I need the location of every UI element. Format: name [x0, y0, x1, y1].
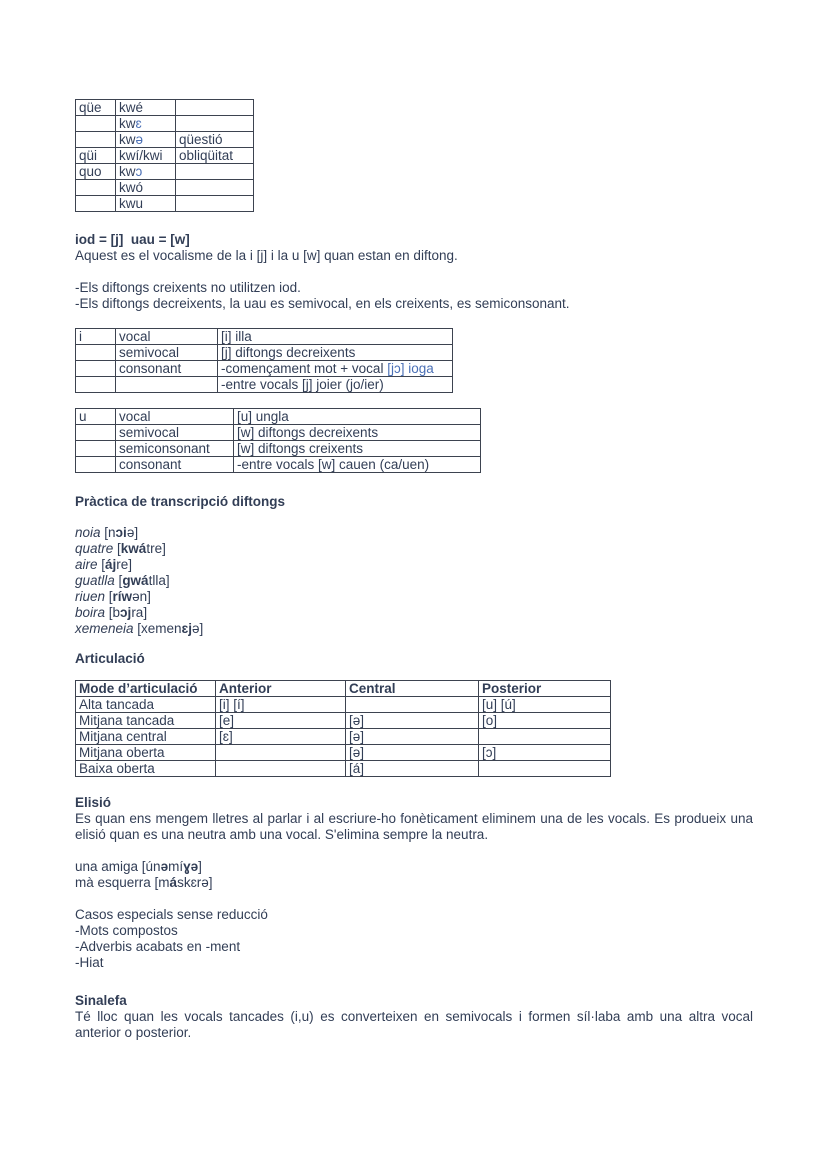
table-cell [116, 329, 218, 345]
text-segment: ɛ [135, 116, 142, 131]
table-row [76, 100, 254, 116]
text-segment: tre] [146, 541, 166, 556]
text-segment: á [169, 875, 178, 890]
text-line: -Els diftongs decreixents, la uau es semivocal, en els creixents, es semiconsonant. [75, 296, 570, 311]
text-segment: guatlla [75, 573, 115, 588]
table-cell [76, 409, 116, 425]
text-segment: kwí/kwi [119, 148, 163, 163]
casos-title: Casos especials sense reducció [75, 907, 268, 922]
table-cell [234, 441, 481, 457]
text-segment: ə [160, 859, 169, 874]
table-cell: [o] [479, 713, 611, 729]
text-segment: kwé [119, 100, 144, 115]
table-cell [76, 100, 116, 116]
table-cell: [ɔ] [479, 745, 611, 761]
text-segment: semiconsonant [119, 441, 210, 456]
table-cell [76, 457, 116, 473]
text-segment: [b [105, 605, 121, 620]
table-cell [176, 148, 254, 164]
text-segment: u [79, 409, 87, 424]
table-cell [116, 180, 176, 196]
table-cell [218, 361, 453, 377]
text-line [75, 541, 753, 557]
text-segment: [xemen [133, 621, 182, 636]
practica-heading: Pràctica de transcripció diftongs [75, 494, 286, 509]
text-segment: [i] illa [221, 329, 252, 344]
text-segment: ə] [126, 525, 139, 540]
table-cell [116, 457, 234, 473]
table-cell [234, 425, 481, 441]
table-row [76, 457, 481, 473]
column-header: Posterior [479, 681, 611, 697]
table-row [76, 441, 481, 457]
table-cell [76, 345, 116, 361]
text-line [75, 557, 753, 573]
table-cell [216, 745, 346, 761]
u-vocalism-table [75, 408, 481, 473]
text-segment: kw [119, 116, 136, 131]
table-row [76, 329, 453, 345]
table-cell: [ɛ] [216, 729, 346, 745]
text-segment: [j] diftongs decreixents [221, 345, 356, 360]
text-segment: ríw [112, 589, 133, 604]
text-segment: consonant [119, 361, 182, 376]
casos-block [75, 907, 753, 971]
text-segment: gwá [122, 573, 149, 588]
text-line [75, 875, 753, 891]
table-cell: [i] [í] [216, 697, 346, 713]
text-segment: ɛj [181, 621, 193, 636]
text-line: -Els diftongs creixents no utilitzen iod. [75, 280, 301, 295]
text-segment: ra] [131, 605, 148, 620]
table-cell [116, 132, 176, 148]
text-segment: kw [119, 132, 136, 147]
table-cell [176, 196, 254, 212]
text-line: -Hiat [75, 955, 104, 970]
table-row [76, 132, 254, 148]
text-segment: kwu [119, 196, 144, 211]
table-row [76, 697, 611, 713]
table-cell [76, 441, 116, 457]
elisio-heading: Elisió [75, 795, 112, 810]
table-row [76, 148, 254, 164]
elisio-paragraph: Es quan ens mengem lletres al parlar i al escriure-ho fonèticament eliminem una de les vocals. Es produeix una elisió quan es una neutra amb una vocal. S'elimina sempre la neutra. [75, 811, 753, 842]
table-cell [76, 116, 116, 132]
table-cell [479, 761, 611, 777]
table-cell: [á] [346, 761, 479, 777]
text-segment: [ [113, 541, 121, 556]
table-cell: Mitjana tancada [76, 713, 216, 729]
table-cell [346, 697, 479, 713]
table-cell [176, 180, 254, 196]
table-cell [76, 132, 116, 148]
text-segment: vocal [119, 329, 151, 344]
articulacio-table [75, 680, 611, 777]
table-cell: Mitjana central [76, 729, 216, 745]
table-cell: Baixa oberta [76, 761, 216, 777]
text-segment: skɛrə] [177, 875, 213, 890]
text-segment: -entre vocals [j] joier (jo/ier) [221, 377, 384, 392]
text-segment: ɔj [120, 605, 132, 620]
text-segment: consonant [119, 457, 182, 472]
table-cell [116, 148, 176, 164]
table-row [76, 761, 611, 777]
text-line: -Mots compostos [75, 923, 178, 938]
text-segment: kw [119, 164, 136, 179]
table-header-row [76, 681, 611, 697]
table-cell [76, 180, 116, 196]
text-segment: aire [75, 557, 98, 572]
text-segment: qüi [79, 148, 98, 163]
que-qui-quo-table-body [76, 100, 254, 212]
text-segment: áj [105, 557, 117, 572]
table-cell [76, 196, 116, 212]
table-cell [116, 409, 234, 425]
table-cell [218, 377, 453, 393]
table-row [76, 196, 254, 212]
sinalefa-paragraph: Té lloc quan les vocals tancades (i,u) es converteixen en semivocals i formen síl·laba amb una altra vocal anterior o posterior. [75, 1009, 753, 1040]
table-row [76, 713, 611, 729]
table-row [76, 745, 611, 761]
table-cell [116, 377, 218, 393]
table-cell [218, 329, 453, 345]
text-line [75, 573, 753, 589]
text-segment: -començament mot + vocal [221, 361, 388, 376]
table-cell [176, 132, 254, 148]
table-cell [76, 361, 116, 377]
table-cell [116, 100, 176, 116]
column-header: Central [346, 681, 479, 697]
articulacio-table-body [76, 697, 611, 777]
table-cell [76, 377, 116, 393]
text-segment: ɣə [183, 859, 199, 874]
column-header: Mode d’articulació [76, 681, 216, 697]
text-segment: mí [168, 859, 184, 874]
text-segment: semivocal [119, 345, 180, 360]
table-cell [116, 196, 176, 212]
elisio-examples [75, 859, 753, 891]
table-cell [76, 425, 116, 441]
table-cell [234, 409, 481, 425]
text-segment: -entre vocals [w] cauen (ca/uen) [237, 457, 430, 472]
table-cell [234, 457, 481, 473]
text-segment: ] [198, 859, 202, 874]
text-line [75, 525, 753, 541]
table-cell [76, 164, 116, 180]
table-cell: [ə] [346, 729, 479, 745]
text-segment: i [79, 329, 82, 344]
table-cell [116, 116, 176, 132]
table-cell [116, 361, 218, 377]
text-segment: una amiga [ún [75, 859, 161, 874]
text-segment: riuen [75, 589, 106, 604]
table-cell: [u] [ú] [479, 697, 611, 713]
text-segment: tlla] [148, 573, 170, 588]
text-segment: semivocal [119, 425, 180, 440]
text-segment: kwó [119, 180, 144, 195]
iod-uau-heading: iod = [j] uau = [w] [75, 232, 190, 247]
text-segment: ɔi [115, 525, 127, 540]
text-segment: [ [105, 589, 113, 604]
text-segment: obliqüitat [179, 148, 234, 163]
casos-items [75, 923, 753, 971]
table-row [76, 361, 453, 377]
iod-description: Aquest es el vocalisme de la i [j] i la u [w] quan estan en diftong. [75, 248, 458, 263]
document-content [75, 99, 753, 1041]
text-segment: quo [79, 164, 102, 179]
text-segment: qüe [79, 100, 102, 115]
table-row [76, 180, 254, 196]
text-segment: vocal [119, 409, 151, 424]
table-row [76, 729, 611, 745]
sinalefa-heading: Sinalefa [75, 993, 127, 1008]
articulacio-heading: Articulació [75, 651, 145, 666]
i-vocalism-table-body [76, 329, 453, 393]
text-line [75, 621, 753, 637]
text-segment: ən] [132, 589, 151, 604]
table-cell: [e] [216, 713, 346, 729]
table-row [76, 409, 481, 425]
table-row [76, 345, 453, 361]
table-cell [216, 761, 346, 777]
table-cell: [ə] [346, 713, 479, 729]
articulacio-table-head [76, 681, 611, 697]
table-cell [116, 164, 176, 180]
practica-transcription-lines [75, 525, 753, 637]
table-cell [76, 329, 116, 345]
text-segment: ə] [192, 621, 204, 636]
table-cell [116, 441, 234, 457]
text-segment: kwá [120, 541, 147, 556]
table-cell [176, 100, 254, 116]
u-vocalism-table-body [76, 409, 481, 473]
text-segment: re] [116, 557, 133, 572]
table-cell [76, 148, 116, 164]
text-segment: xemeneia [75, 621, 134, 636]
text-segment: [n [100, 525, 116, 540]
text-segment: [w] diftongs decreixents [237, 425, 379, 440]
table-row [76, 425, 481, 441]
text-line [75, 605, 753, 621]
table-row [76, 116, 254, 132]
text-segment: ə [135, 132, 144, 147]
table-cell [218, 345, 453, 361]
text-segment: [ [97, 557, 106, 572]
text-segment: [u] ungla [237, 409, 289, 424]
text-segment: quatre [75, 541, 114, 556]
text-line: -Adverbis acabats en -ment [75, 939, 241, 954]
table-cell [479, 729, 611, 745]
table-cell: Mitjana oberta [76, 745, 216, 761]
table-cell [116, 345, 218, 361]
i-vocalism-table [75, 328, 453, 393]
column-header: Anterior [216, 681, 346, 697]
que-qui-quo-table [75, 99, 254, 212]
table-cell: [ə] [346, 745, 479, 761]
text-segment: mà esquerra [m [75, 875, 170, 890]
text-segment: [ [114, 573, 123, 588]
text-segment: [jɔ] ioga [387, 361, 434, 376]
table-cell [176, 116, 254, 132]
iod-bullets [75, 280, 753, 312]
text-segment: noia [75, 525, 101, 540]
text-segment: ɔ [135, 164, 143, 179]
table-row [76, 164, 254, 180]
text-line [75, 859, 753, 875]
table-row [76, 377, 453, 393]
text-segment: qüestió [179, 132, 223, 147]
table-cell [116, 425, 234, 441]
text-line [75, 589, 753, 605]
table-cell [176, 164, 254, 180]
text-segment: [w] diftongs creixents [237, 441, 364, 456]
text-segment: boira [75, 605, 106, 620]
table-cell: Alta tancada [76, 697, 216, 713]
